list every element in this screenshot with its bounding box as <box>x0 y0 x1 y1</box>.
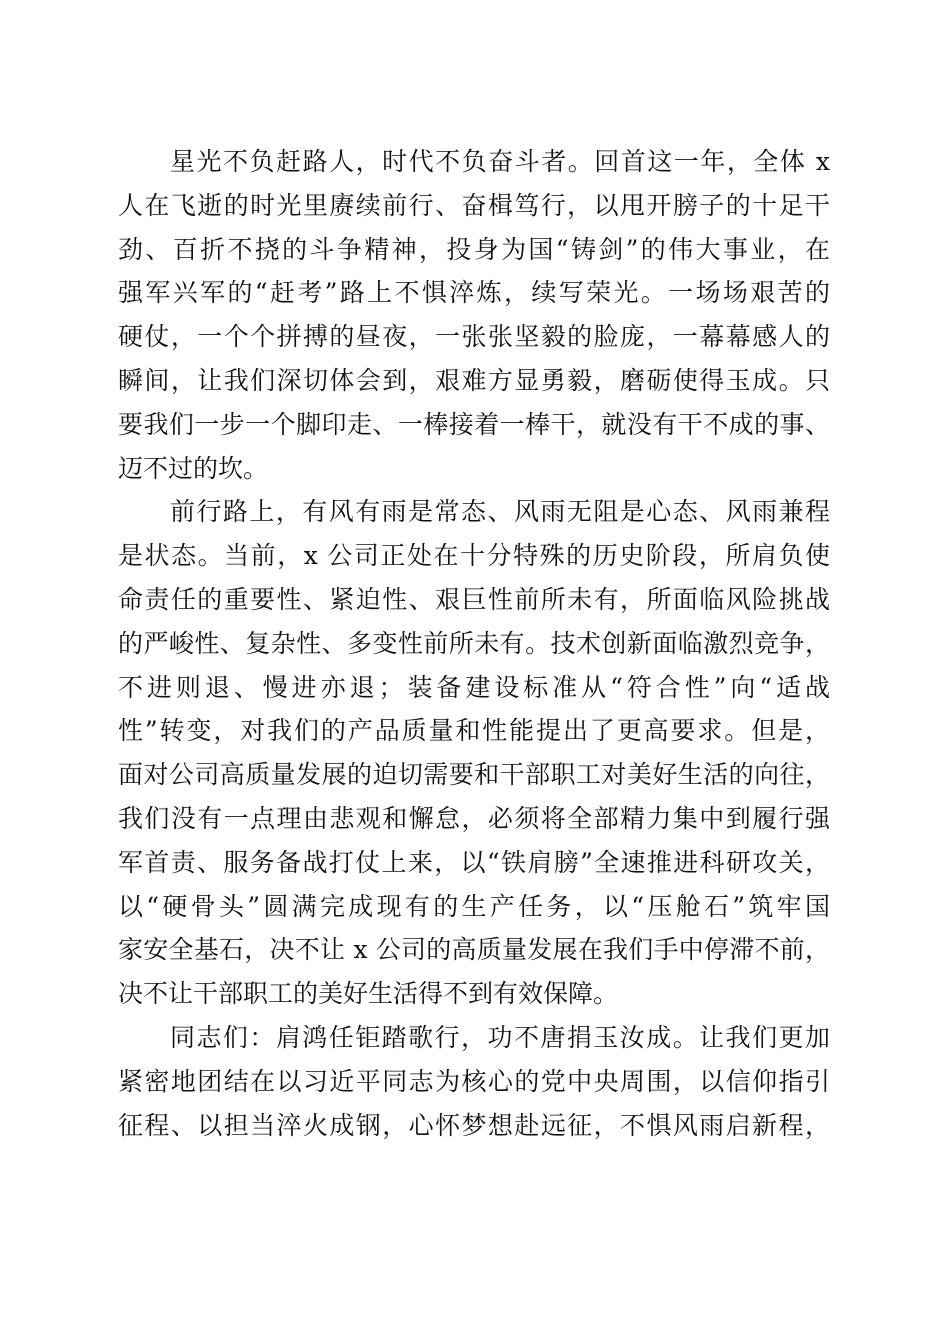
paragraph-line: 硬仗，一个个拼搏的昼夜，一张张坚毅的脸庞，一幕幕感人的 <box>118 322 830 352</box>
paragraph-line: 我们没有一点理由悲观和懈怠，必须将全部精力集中到履行强 <box>118 803 830 833</box>
paragraph-line: 前行路上，有风有雨是常态、风雨无阻是心态、风雨兼程 <box>170 497 830 527</box>
paragraph-line: 强军兴军的“赶考”路上不惧淬炼，续写荣光。一场场艰苦的 <box>118 278 830 308</box>
paragraph-line: 劲、百折不挠的斗争精神，投身为国“铸剑”的伟大事业，在 <box>118 234 830 264</box>
paragraph-2 <box>118 490 830 1016</box>
paragraph-line: 是状态。当前，x 公司正处在十分特殊的历史阶段，所肩负使 <box>118 541 830 571</box>
paragraph-line: 决不让干部职工的美好生活得不到有效保障。 <box>118 979 619 1009</box>
paragraph-1 <box>118 140 830 490</box>
paragraph-line: 性”转变，对我们的产品质量和性能提出了更高要求。但是， <box>118 716 830 746</box>
paragraph-line: 的严峻性、复杂性、多变性前所未有。技术创新面临激烈竞争， <box>118 628 830 658</box>
paragraph-3 <box>118 1016 830 1147</box>
paragraph-line: 紧密地团结在以习近平同志为核心的党中央周围，以信仰指引 <box>118 1066 830 1096</box>
paragraph-line: 不进则退、慢进亦退；装备建设标准从“符合性”向“适战 <box>118 672 830 702</box>
paragraph-line: 命责任的重要性、紧迫性、艰巨性前所未有，所面临风险挑战 <box>118 584 830 614</box>
paragraph-line: 迈不过的坎。 <box>118 453 269 483</box>
paragraph-line: 人在飞逝的时光里赓续前行、奋楫笃行，以甩开膀子的十足干 <box>118 190 830 220</box>
paragraph-line: 星光不负赶路人，时代不负奋斗者。回首这一年，全体 x <box>170 147 830 176</box>
paragraph-line: 家安全基石，决不让 x 公司的高质量发展在我们手中停滞不前， <box>118 935 830 965</box>
paragraph-line: 面对公司高质量发展的迫切需要和干部职工对美好生活的向往， <box>118 760 830 790</box>
paragraph-line: 同志们：肩鸿任钜踏歌行，功不唐捐玉汝成。让我们更加 <box>170 1022 830 1052</box>
paragraph-line: 军首责、服务备战打仗上来，以“铁肩膀”全速推进科研攻关， <box>118 847 830 877</box>
paragraph-line: 瞬间，让我们深切体会到，艰难方显勇毅，磨砺使得玉成。只 <box>118 365 830 395</box>
paragraph-line: 征程、以担当淬火成钢，心怀梦想赴远征，不惧风雨启新程， <box>118 1110 830 1140</box>
paragraph-line: 以“硬骨头”圆满完成现有的生产任务，以“压舱石”筑牢国 <box>118 891 830 921</box>
document-body <box>118 140 830 1147</box>
paragraph-line: 要我们一步一个脚印走、一棒接着一棒干，就没有干不成的事、 <box>118 409 830 439</box>
